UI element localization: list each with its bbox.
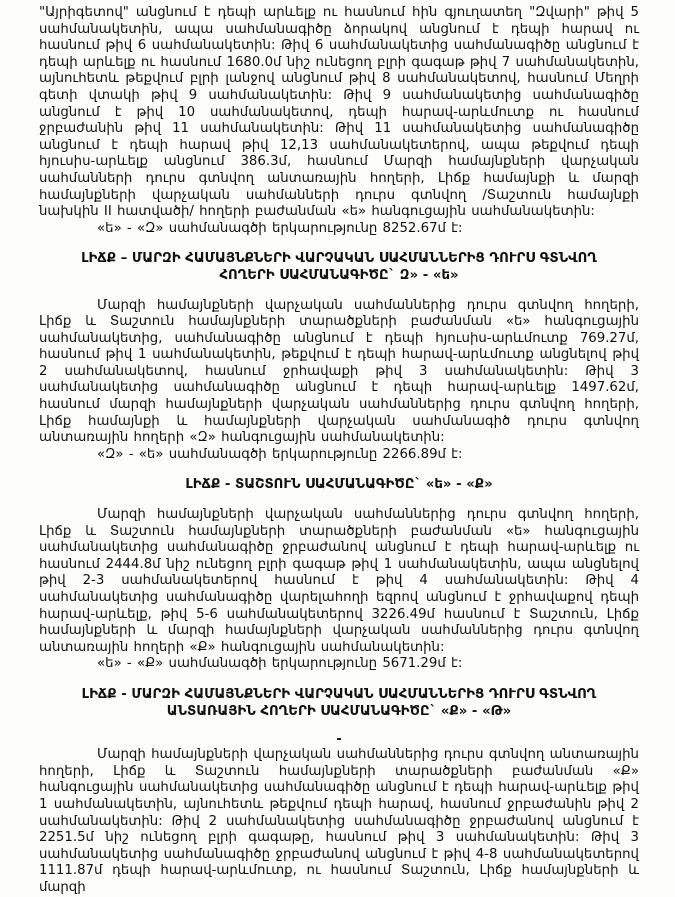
section-heading-lichk-marz-lands: ԼԻՃՔ – ՄԱՐԶԻ ՀԱՄԱՅՆՔՆԵՐԻ ՎԱՐՉԱԿԱՆ ՍԱՀՄԱՆՆԵՐԻՑ ԴՈՒՐՍ ԳՏՆՎՈՂ ՀՈՂԵՐԻ ՍԱՀՄԱՆԱԳԻԾԸ` Զ» - «ե» — [81, 251, 597, 283]
section-paragraph-3: Մարզի համայնքների վարչական սահմաններից դուրս գտնվող անտառային հողերի, Լիճք և Տաշտուն համայնքների տարածքների բաժանման «Ք» հանգուցային սահմանակետից սահմանագիծը անցնում է դեպի հարավ-արևելք թիվ 1 սահմանակետին, այնուհետև թեքվում դեպի հարավ, հասնում ջրբաժանին թիվ 2 սահմանակետին: Թիվ 2 սահմանակետից սահմանագիծը ջրբաժանով անցնում է 2251.5մ նիշ ունեցող բլրի գագաթը, հասնում թիվ 3 սահմանակետին: Թիվ 3 սահմանակետից սահմանագիծը ջրբաժանով անցնում է թիվ 4-8 սահմանակետերով 1111.87մ դեպի հարավ-արևմուտք, ու հասնում Տաշտուն, Լիճք համայնքների և մարզի — [39, 747, 639, 895]
section-paragraph-2: Մարզի համայնքների վարչական սահմաններից դուրս գտնվող հողերի, Լիճք և Տաշտուն համայնքների տարածքների բաժանման «ե» հանգուցային սահմանակետից սահմանագիծը ջրբաժանով անցնում է դեպի հարավ-արևելք ու հասնում 2444.8մ նիշ ունեցող բլրի գագաթ թիվ 1 սահմանակետին, ապա անցնելով թիվ 2-3 սահմանակետերով հասնում է թիվ 4 սահմանակետին: Թիվ 4 սահմանակետից սահմանագիծը վարելահողի եզրով անցնում է ջրհավաքով դեպի հարավ-արևելք, թիվ 5-6 սահմանակետերով 3226.49մ հասնում է Տաշտուն, Լիճք համայնքների և մարզի համայնքների վարչական սահմաններից դուրս գտնվող անտառային հողերի «Ք» հանգուցային սահմանակետին: — [39, 507, 639, 655]
stray-scan-mark: - — [336, 732, 342, 748]
boundary-length-line-3: «ե» - «Ք» սահմանագծի երկարությունը 5671.29մ է: — [97, 656, 463, 672]
boundary-length-line-1: «ե» - «Զ» սահմանագծի երկարությունը 8252.67մ է: — [97, 220, 463, 236]
section-paragraph-1: Մարզի համայնքների վարչական սահմաններից դուրս գտնվող հողերի, Լիճք և Տաշտուն համայնքների տարածքների բաժանման «ե» հանգուցային սահմանակետից, սահմանագիծը անցնում է դեպի հյուսիս-արևմուտք 769.27մ, հասնում թիվ 1 սահմանակետին, թեքվում է դեպի հարավ-արևմուտք անցնելով թիվ 2 սահմանակետով, հասնում ջրհավաքի թիվ 3 սահմանակետին: Թիվ 3 սահմանակետից սահմանագիծը անցնում է դեպի հարավ-արևելք 1497.62մ, հասնում մարզի համայնքների վարչական սահմաններից դուրս գտնվող հողերի, Լիճք համայնքի և համայնքների վարչական սահմանագիծ դուրս գտնվող անտառային հողերի «Զ» հանգուցային սահմանակետին: — [39, 297, 639, 446]
continued-paragraph: "Այրիգետով" անցնում է դեպի արևելք ու հասնում հին գյուղատեղ "Զվարի" թիվ 5 սահմանակետին, ապա սահմանագիծը ձորակով անցնում է դեպի հարավ ու հասնում թիվ 6 սահմանակետին: Թիվ 6 սահմանակետից սահմանագիծը անցնում է դեպի արևելք ու հասնում 1680.0մ նիշ ունեցող բլրի գագաթ թիվ 7 սահմանակետին, այնուհետև թեքվում բլրի լանջով անցնում թիվ 8 սահմանակետով, հասնում Մեղրի գետի վտակի թիվ 9 սահմանակետին: Թիվ 9 սահմանակետից սահմանագիծը անցնում է թիվ 10 սահմանակետով, դեպի հարավ-արևմուտք ու հասնում ջրբաժանին թիվ 11 սահմանակետին: Թիվ 11 սահմանակետից սահմանագիծը անցնում է դեպի հարավ թիվ 12,13 սահմանակետերով, ապա թեքվում դեպի հյուսիս-արևելք անցնում 386.3մ, հասնում Մարզի համայնքների վարչական սահմանների դուրս գտնվող անտառային հողերի, Լիճք համայնքի և մարզի համայնքների վարչական սահմանների դուրս գտնվող /Տաշտուն համայնքի նախկին II հատվածի/ հողերի բաժանման «ե» հանգուցային սահմանակետին: — [39, 5, 639, 220]
boundary-length-line-2: «Զ» - «ե» սահմանագծի երկարությունը 2266.89մ է: — [97, 446, 463, 462]
section-heading-lichk-tashtun: ԼԻՃՔ - ՏԱՇՏՈՒՆ ՍԱՀՄԱՆԱԳԻԾԸ` «ե» - «Ք» — [185, 477, 493, 493]
section-heading-lichk-marz-forest-lands: ԼԻՃՔ - ՄԱՐԶԻ ՀԱՄԱՅՆՔՆԵՐԻ ՎԱՐՉԱԿԱՆ ՍԱՀՄԱՆՆԵՐԻՑ ԴՈՒՐՍ ԳՏՆՎՈՂ ԱՆՏԱՌԱՅԻՆ ՀՈՂԵՐԻ ՍԱՀՄԱՆԱԳԻԾԸ` «Ք» - «Թ» — [81, 686, 597, 719]
